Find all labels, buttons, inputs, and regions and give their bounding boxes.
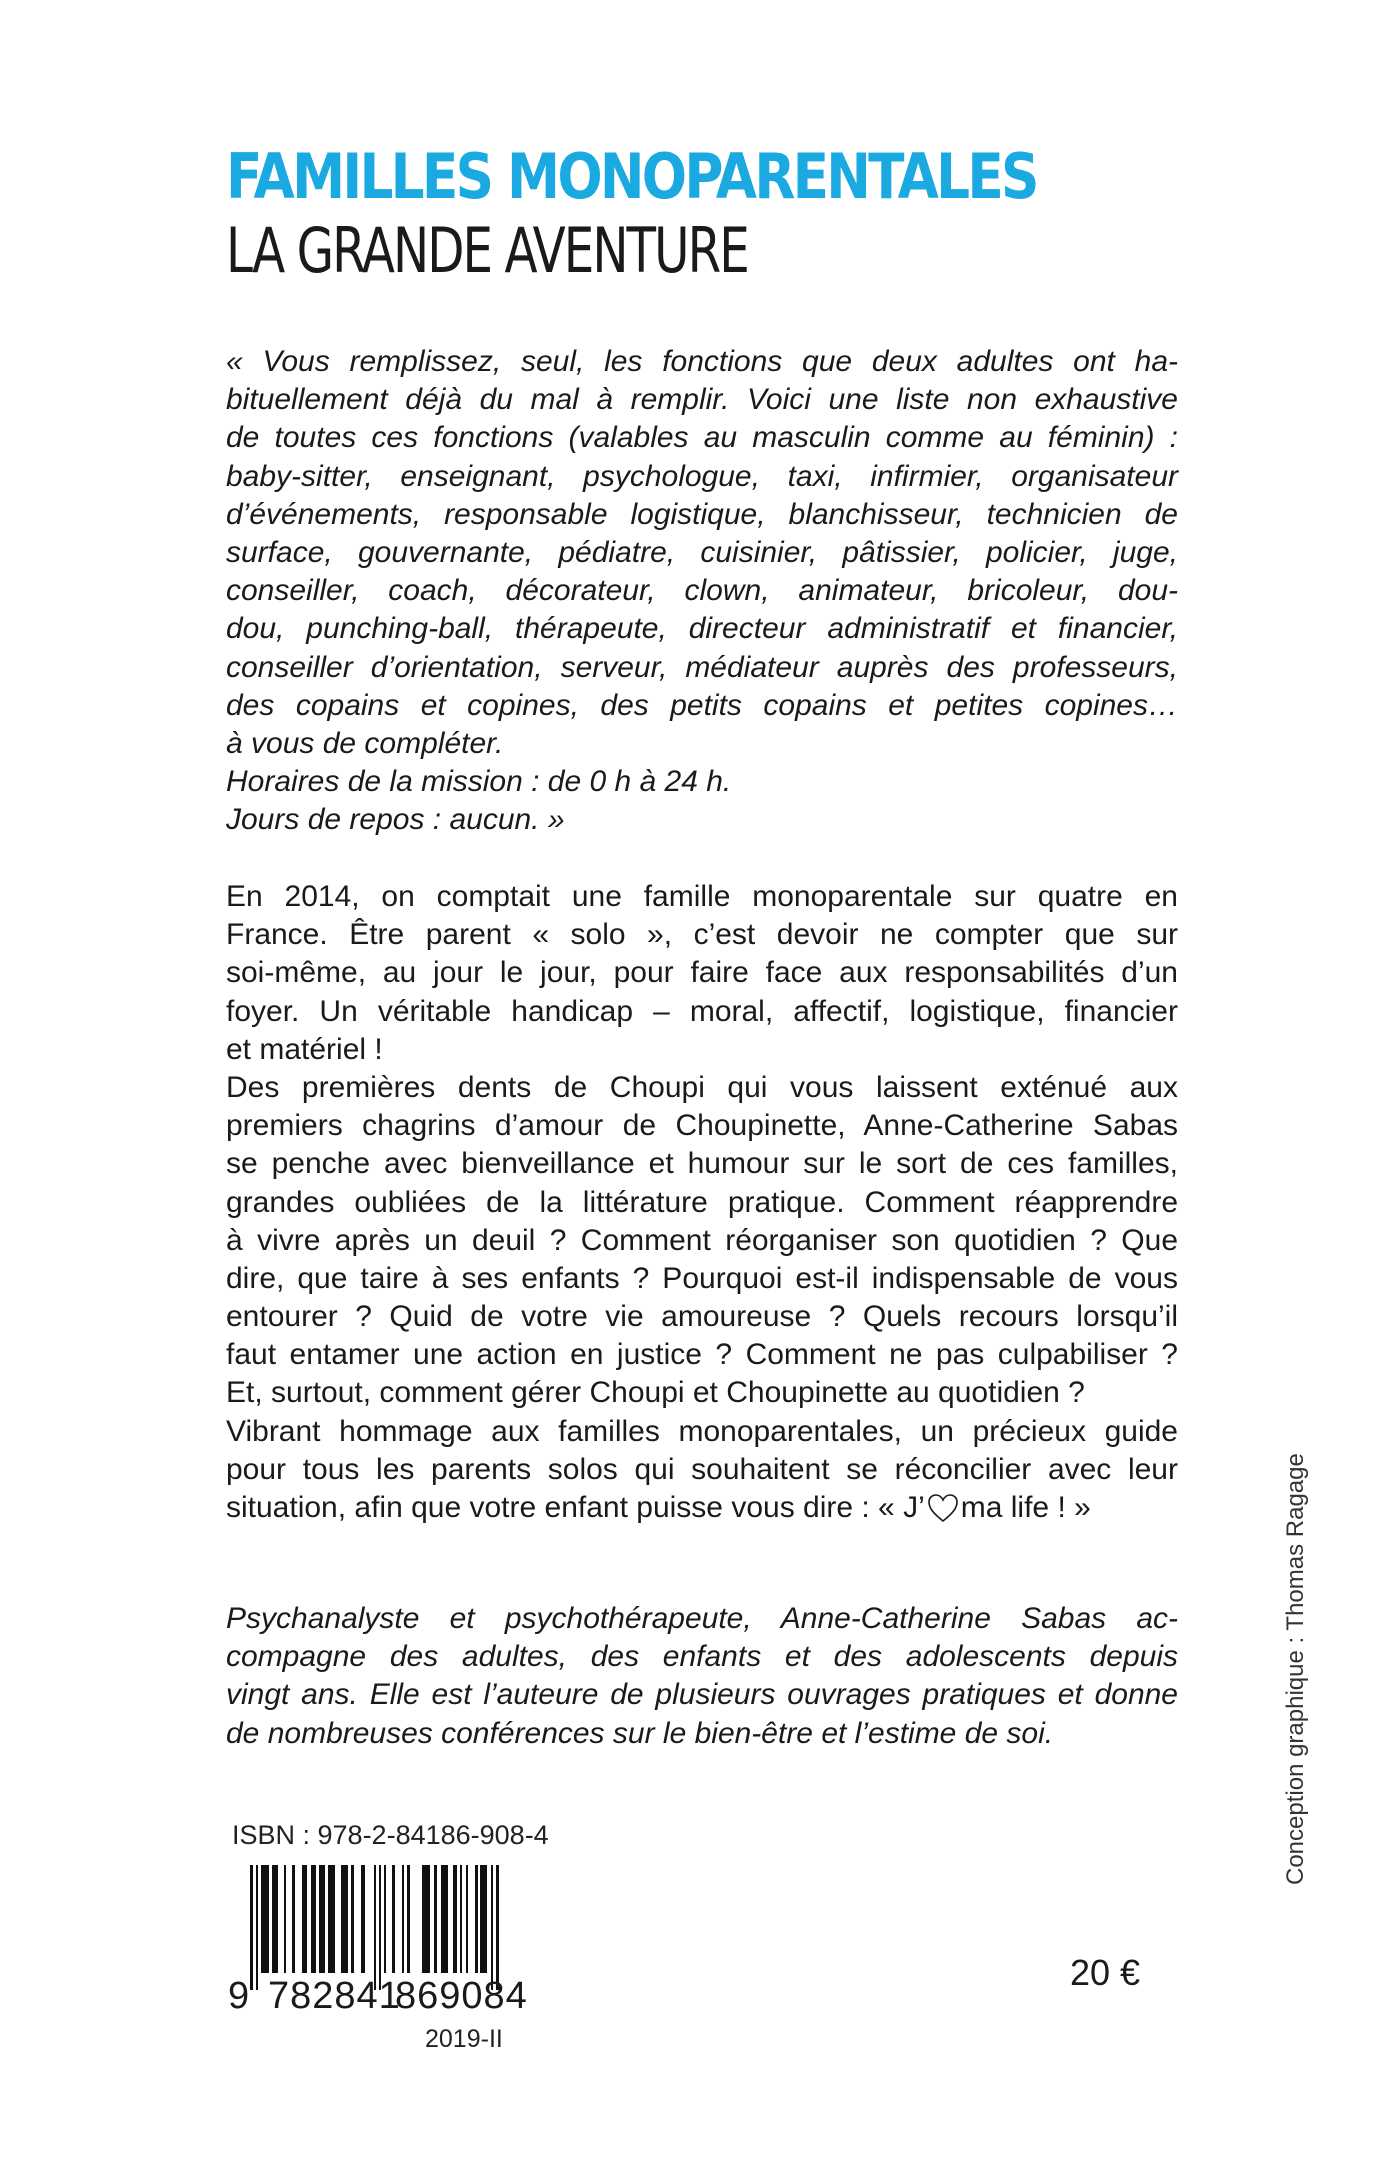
description-line: premiers chagrins d’amour de Choupinette, Anne-Catherine Sabas [226,1109,1178,1143]
description-line: dire, que taire à ses enfants ? Pourquoi est-il indispensable de vous [226,1261,1178,1295]
quote-line: surface, gouvernante, pédiatre, cuisinier, pâtissier, policier, juge, [226,535,1178,569]
quote-line: d’événements, responsable logistique, blanchisseur, technicien de [226,497,1178,531]
book-subtitle: LA GRANDE AVENTURE [226,214,748,287]
barcode-icon [250,1865,500,1990]
bio-line: compagne des adultes, des enfants et des adolescents depuis [226,1640,1178,1674]
description-line: et matériel ! [226,1032,383,1066]
description-line: à vivre après un deuil ? Comment réorganiser son quotidien ? Que [226,1223,1178,1257]
final-line-text: situation, afin que votre enfant puisse vous dire : « J’ [226,1491,925,1524]
quote-line: de toutes ces fonctions (valables au masculin comme au féminin) : [226,421,1178,455]
bio-line: de nombreuses conférences sur le bien-être et l’estime de soi. [226,1716,1054,1750]
final-line-end: ma life ! » [960,1491,1091,1524]
bio-line: vingt ans. Elle est l’auteure de plusieurs ouvrages pratiques et donne [226,1678,1178,1712]
quote-line: conseiller, coach, décorateur, clown, animateur, bricoleur, dou- [226,574,1178,608]
quote-line: Horaires de la mission : de 0 h à 24 h. [226,765,732,799]
quote-line: à vous de compléter. [226,726,504,760]
book-description [226,878,1178,1527]
author-bio [226,1600,1178,1753]
description-line: entourer ? Quid de votre vie amoureuse ? Quels recours lorsqu’il [226,1300,1178,1334]
description-line: pour tous les parents solos qui souhaitent se réconcilier avec leur [226,1452,1178,1486]
quote-line: « Vous remplissez, seul, les fonctions que deux adultes ont ha- [226,345,1178,378]
description-line: se penche avec bienveillance et humour sur le sort de ces familles, [226,1147,1178,1181]
quote-line: baby-sitter, enseignant, psychologue, taxi, infirmier, organisateur [226,459,1178,493]
description-line: En 2014, on comptait une famille monoparentale sur quatre en [226,880,1178,913]
description-line: grandes oubliées de la littérature pratique. Comment réapprendre [226,1185,1178,1219]
description-line: faut entamer une action en justice ? Comment ne pas culpabiliser ? [226,1338,1178,1372]
quote-line: Jours de repos : aucun. » [226,803,565,837]
barcode-right-digits: 869084 [395,1975,528,2017]
description-line: soi-même, au jour le jour, pour faire face aux responsabilités d’un [226,956,1178,990]
quote-line: bituellement déjà du mal à remplir. Voici une liste non exhaustive [226,383,1178,417]
price: 20 € [1070,1952,1141,1993]
quote-line: dou, punching-ball, thérapeute, directeur administratif et financier, [226,612,1178,646]
heart-outline-icon [927,1493,959,1523]
design-credit: Conception graphique : Thomas Ragage [1282,1453,1309,1885]
description-line: foyer. Un véritable handicap – moral, affectif, logistique, financier [226,994,1178,1028]
quote-line: des copains et copines, des petits copains et petites copines… [226,688,1178,722]
barcode-first-digit: 9 [228,1975,250,2017]
barcode-left-digits: 782841 [268,1975,401,2017]
description-line: Et, surtout, comment gérer Choupi et Choupinette au quotidien ? [226,1376,1085,1410]
isbn-label: ISBN : 978-2-84186-908-4 [232,1820,549,1850]
cover-title-block [226,140,1169,286]
edition-code: 2019-II [425,2025,503,2053]
description-line: France. Être parent « solo », c’est devoir ne compter que sur [226,918,1178,952]
quote-line: conseiller d’orientation, serveur, médiateur auprès des professeurs, [226,650,1178,684]
book-title: FAMILLES MONOPARENTALES [226,140,1037,213]
bio-line: Psychanalyste et psychothérapeute, Anne-Catherine Sabas ac- [226,1602,1178,1635]
opening-quote [226,343,1178,839]
description-final-line [226,1489,1178,1527]
description-line: Vibrant hommage aux familles monoparentales, un précieux guide [226,1414,1178,1448]
description-line: Des premières dents de Choupi qui vous laissent exténué aux [226,1070,1178,1104]
